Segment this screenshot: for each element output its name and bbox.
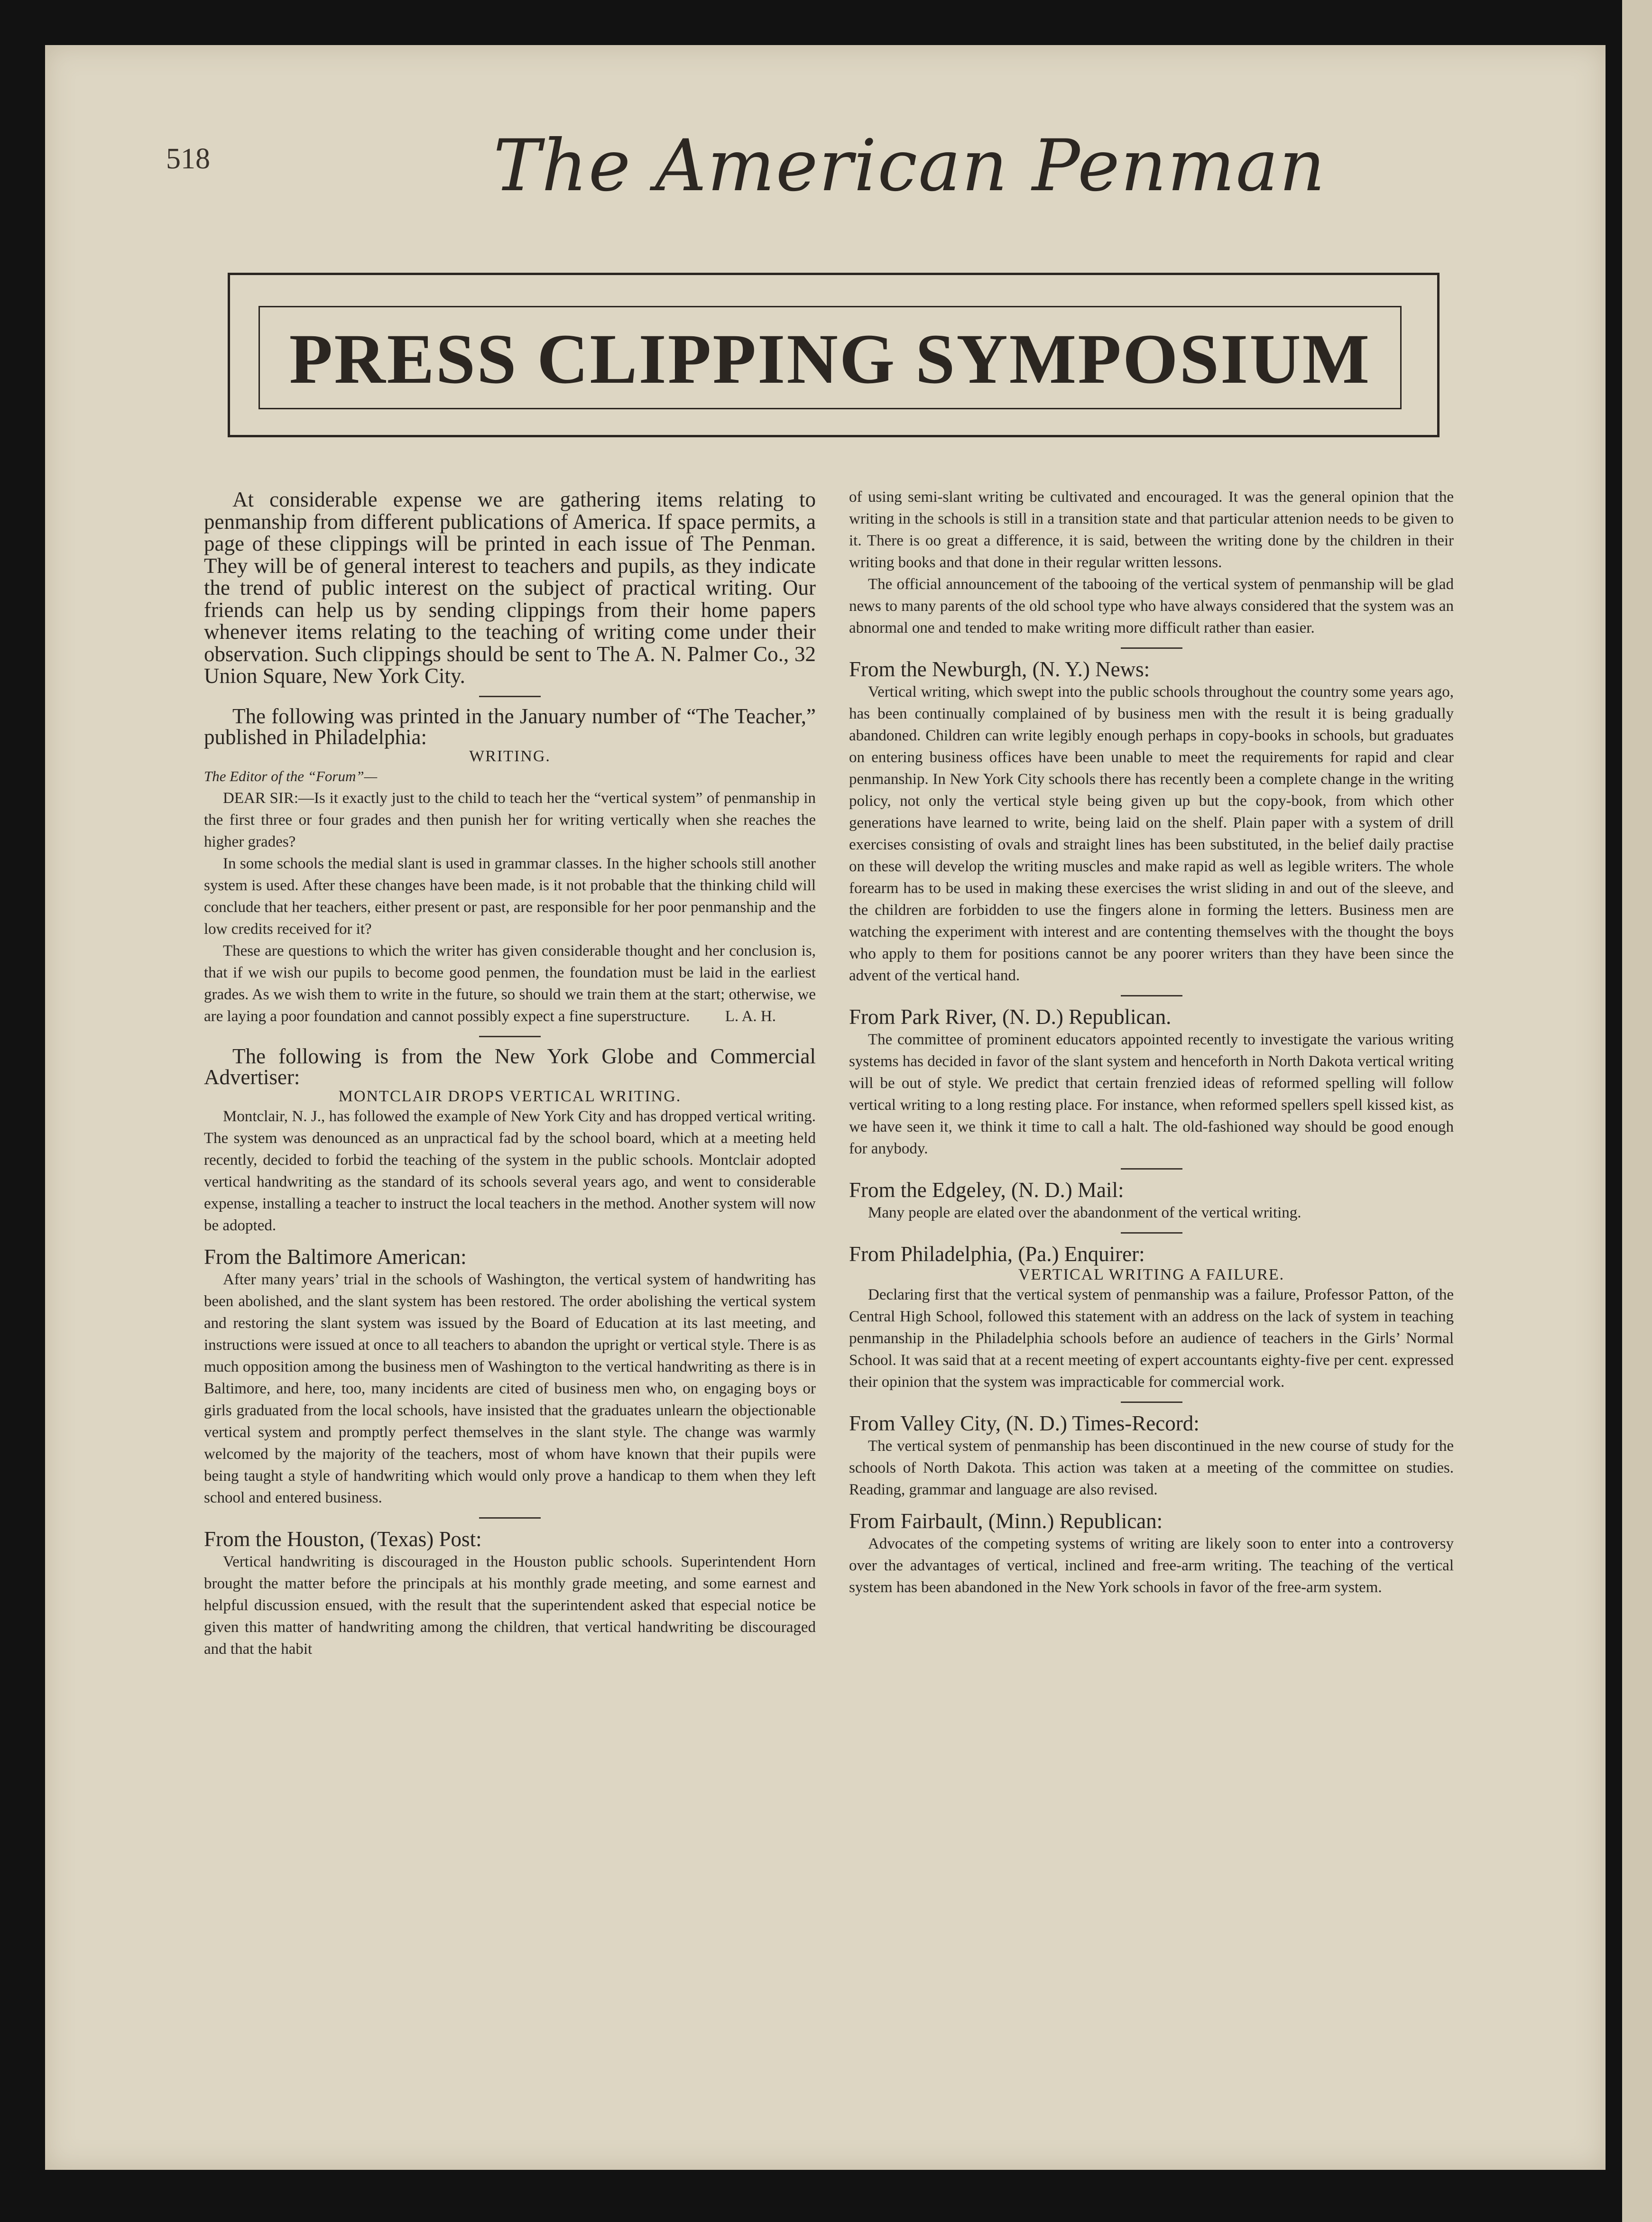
- page-title: PRESS CLIPPING SYMPOSIUM: [289, 320, 1371, 398]
- philadelphia-heading: From Philadelphia, (Pa.) Enquirer:: [849, 1242, 1145, 1266]
- teacher-paragraph-3-text: These are questions to which the writer has given considerable thought and her conclusion is, that if we wish our pupils to become good penmen, the foundation must be laid in the earliest grades. As we wish them to write in the future, so should we train them at the start; otherwise, we are laying a poor foundation and cannot possibly expect a fine superstructure.: [204, 942, 816, 1025]
- parkriver-heading: From Park River, (N. D.) Republican.: [849, 1005, 1172, 1029]
- houston-text: Vertical handwriting is discouraged in the Houston public schools. Superintendent Horn brought the matter before the principals at his monthly grade meeting, and some earnest and helpful discussion ensued, with the result that the superintendent asked that especial notice be given this matter of handwriting among the children, that vertical handwriting be discouraged and that the habit: [204, 1553, 816, 1658]
- intro-paragraph: At considerable expense we are gathering items relating to penmanship from different publications of America. If space permits, a page of these clippings will be printed in each issue of The Penman. They will be of general interest to teachers and pupils, as they indicate the trend of public interest on the subject of practical writing. Our friends can help us by sending clippings from their home papers whenever items relating to the teaching of writing come under their observation. Such clippings should be sent to The A. N. Palmer Co., 32 Union Square, New York City.: [204, 488, 816, 688]
- globe-subhead: MONTCLAIR DROPS VERTICAL WRITING.: [338, 1087, 682, 1105]
- spacer: [204, 1236, 816, 1245]
- page-number: 518: [166, 143, 210, 175]
- left-column: [204, 489, 816, 1660]
- edgeley-heading: From the Edgeley, (N. D.) Mail:: [849, 1178, 1124, 1202]
- section-divider: [1121, 1232, 1182, 1234]
- teacher-signature: L. A. H.: [725, 1007, 776, 1025]
- houston-continued-text: of using semi-slant writing be cultivated and encouraged. It was the general opinion that the writing in the schools is still in a transition state and that particular attenion needs to be given to it. There is oo great a difference, it is said, between the writing done by the children in their writing books and that done in their regular written lessons.: [849, 489, 1454, 571]
- section-divider: [1121, 647, 1182, 649]
- teacher-paragraph-1: DEAR SIR:—Is it exactly just to the child to teach her the “vertical system” of penmanship in the first three or four grades and then punish her for writing vertically when she reaches the higher grades?: [204, 789, 816, 850]
- section-divider: [1121, 1401, 1182, 1403]
- globe-text: Montclair, N. J., has followed the example of New York City and has dropped vertical writing. The system was denounced as an unpractical fad by the school board, which at a meeting held recently, decided to forbid the teaching of the system in the public schools. Montclair adopted vertical handwriting as the standard of its schools several years ago, and went to considerable expense, installing a teacher to instruct the local teachers in the method. Another system will now be adopted.: [204, 1107, 816, 1234]
- baltimore-heading: From the Baltimore American:: [204, 1245, 467, 1269]
- teacher-subhead: WRITING.: [469, 747, 551, 765]
- valleycity-text: The vertical system of penmanship has been discontinued in the new course of study for the schools of North Dakota. This action was taken at a meeting of the committee on studies. Reading, grammar and language are also revised.: [849, 1438, 1454, 1498]
- parkriver-clipping: [849, 1005, 1454, 1160]
- teacher-paragraph-3: [204, 940, 816, 1027]
- spacer: [849, 1501, 1454, 1509]
- baltimore-clipping: [204, 1245, 816, 1509]
- houston-clipping: [204, 1527, 816, 1660]
- philadelphia-clipping: [849, 1242, 1454, 1393]
- globe-clipping: [204, 1046, 816, 1236]
- teacher-paragraph-2: In some schools the medial slant is used in grammar classes. In the higher schools still another system is used. After these changes have been made, is it not probable that the thinking child will conclude that her teachers, either present or past, are responsible for her poor penmanship and the low credits received for it?: [204, 855, 816, 938]
- teacher-clipping: [204, 706, 816, 1027]
- section-divider: [1121, 1168, 1182, 1170]
- globe-lead: The following is from the New York Globe and Commercial Advertiser:: [204, 1044, 816, 1089]
- newburgh-heading: From the Newburgh, (N. Y.) News:: [849, 657, 1150, 681]
- section-divider: [479, 1036, 541, 1037]
- houston-continued-text-2: The official announcement of the tabooing of the vertical system of penmanship will be glad news to many parents of the old school type who have always considered that the system was an abnormal one and tended to make writing more difficult rather than easier.: [849, 576, 1454, 636]
- fairbault-clipping: [849, 1509, 1454, 1598]
- masthead-title: The American Penman: [493, 125, 1326, 207]
- teacher-salutation: The Editor of the “Forum”—: [204, 767, 378, 784]
- section-divider: [479, 1517, 541, 1519]
- edgeley-text: Many people are elated over the abandonment of the vertical writing.: [868, 1204, 1301, 1221]
- houston-heading: From the Houston, (Texas) Post:: [204, 1527, 482, 1551]
- newburgh-clipping: [849, 657, 1454, 987]
- teacher-lead: The following was printed in the January number of “The Teacher,” published in Philadelphia:: [204, 704, 816, 749]
- section-divider: [479, 696, 541, 697]
- baltimore-text: After many years’ trial in the schools of Washington, the vertical system of handwriting has been abolished, and the slant system has been restored. The order abolishing the vertical system and restoring the slant system was issued by the Board of Education at its last meeting, and instructions were issued at once to all teachers to abandon the upright or vertical style. There is as much opposition among the business men of Washington to the vertical handwriting as there is in Baltimore, and here, too, many incidents are cited of business men who, on engaging boys or girls graduated from the local schools, have insisted that the graduates unlearn the objectionable vertical system and promptly perfect themselves in the slant style. The change was warmly welcomed by the majority of the teachers, most of whom have known that their pupils were being taught a style of handwriting which would only prove a handicap to them when they left school and entered business.: [204, 1271, 816, 1506]
- fairbault-heading: From Fairbault, (Minn.) Republican:: [849, 1509, 1163, 1533]
- right-column: [849, 486, 1454, 1598]
- valleycity-heading: From Valley City, (N. D.) Times-Record:: [849, 1411, 1200, 1435]
- philadelphia-text: Declaring first that the vertical system of penmanship was a failure, Professor Patton, of the Central High School, followed this statement with an address on the lack of system in teaching penmanship in the Philadelphia schools before an audience of teachers in the Girls’ Normal School. It was said that at a recent meeting of expert accountants eighty-five per cent. expressed their opinion that the system was impracticable for commercial work.: [849, 1286, 1454, 1391]
- parkriver-text: The committee of prominent educators appointed recently to investigate the various writing systems has decided in favor of the slant system and henceforth in North Dakota vertical writing will be out of style. We predict that certain frenzied ideas of reformed spelling will follow vertical writing to a long resting place. For instance, when reformed spellers spell kissed kist, as we have seen it, we think it time to call a halt. The old-fashioned way should be good enough for anybody.: [849, 1031, 1454, 1157]
- fairbault-text: Advocates of the competing systems of writing are likely soon to enter into a controversy over the advantages of vertical, inclined and free-arm writing. The teaching of the vertical system has been abandoned in the New York schools in favor of the free-arm system.: [849, 1535, 1454, 1596]
- valleycity-clipping: [849, 1411, 1454, 1501]
- section-divider: [1121, 995, 1182, 996]
- title-frame-inner: [258, 306, 1402, 409]
- adjacent-page-edge: [1622, 0, 1652, 2222]
- edgeley-clipping: [849, 1178, 1454, 1224]
- philadelphia-subhead: VERTICAL WRITING A FAILURE.: [1018, 1266, 1285, 1283]
- newburgh-text: Vertical writing, which swept into the public schools throughout the country some years ago, has been continually complained of by business men with the result it is being gradually abandoned. Children can write legibly enough perhaps in copy-books in schools, but graduates on entering business offices have been unable to meet the requirements for rapid and clear penmanship. In New York City schools there has recently been a complete change in the writing policy, not only the vertical style being given up but the copy-book, from which other generations have learned to write, being laid on the shelf. Plain paper with a system of drill exercises consisting of ovals and straight lines has been substituted, in the belief daily practise on these will develop the writing muscles and make rapid as well as legible writers. The whole forearm has to be used in making these exercises the wrist sliding in and out of the sleeve, and the children are forbidden to use the fingers alone in forming the letters. Business men are watching the experiment with interest and are contenting themselves with the thought the boys who apply to them for positions cannot be any poorer writers than they have been since the advent of the vertical hand.: [849, 683, 1454, 984]
